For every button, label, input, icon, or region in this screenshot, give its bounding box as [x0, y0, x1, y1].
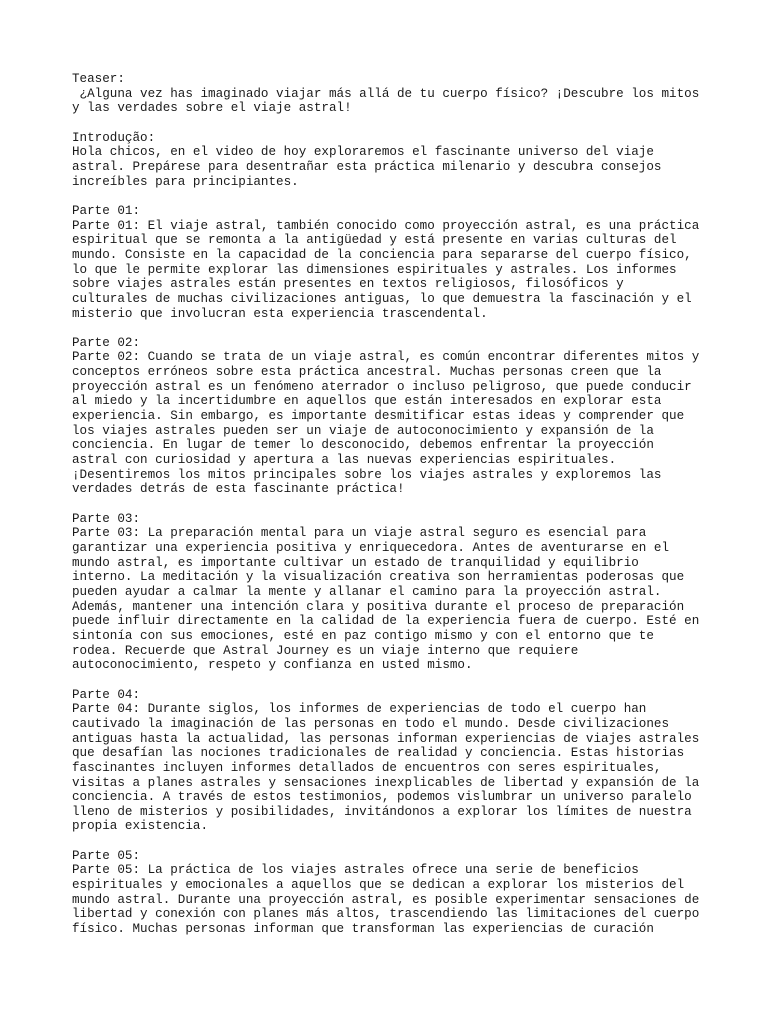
- teaser-section: [72, 72, 712, 116]
- paragraph-line: propia existencia.: [72, 819, 209, 834]
- paragraph-line: fascinantes incluyen informes detallados de encuentros con seres espirituales,: [72, 760, 662, 775]
- paragraph-line: verdades detrás de esta fascinante práctica!: [72, 482, 405, 497]
- paragraph-line: proyección astral es un fenómeno aterrador o incluso peligroso, que puede conducir: [72, 379, 692, 394]
- paragraph-line: astral con curiosidad y apertura a las nuevas experiencias espirituales.: [72, 453, 617, 468]
- section-heading: Parte 01:: [72, 203, 141, 218]
- paragraph-line: Parte 05: La práctica de los viajes astrales ofrece una serie de beneficios: [72, 863, 639, 878]
- part-section: [72, 688, 712, 835]
- part-section: [72, 204, 712, 321]
- paragraph-line: sobre viajes astrales están presentes en textos religiosos, filosóficos y: [72, 277, 624, 292]
- section-heading: Parte 04:: [72, 687, 141, 702]
- paragraph-line: experiencia. Sin embargo, es importante desmitificar estas ideas y comprender que: [72, 409, 685, 424]
- paragraph-line: conceptos erróneos sobre esta práctica ancestral. Muchas personas creen que la: [72, 365, 662, 380]
- paragraph-line: misterio que involucran esta experiencia trascendental.: [72, 306, 488, 321]
- paragraph-line: antiguas hasta la actualidad, las personas informan experiencias de viajes astrales: [72, 731, 700, 746]
- paragraph-line: y las verdades sobre el viaje astral!: [72, 101, 352, 116]
- paragraph-line: autoconocimiento, respeto y confianza en usted mismo.: [72, 658, 473, 673]
- paragraph-line: conciencia. En lugar de temer lo desconocido, debemos enfrentar la proyección: [72, 438, 654, 453]
- document-page: [72, 72, 712, 951]
- paragraph-line: rodea. Recuerde que Astral Journey es un viaje interno que requiere: [72, 643, 579, 658]
- section-heading: Introdução:: [72, 130, 156, 145]
- paragraph-line: lo que le permite explorar las dimensiones espirituales y astrales. Los informes: [72, 262, 677, 277]
- part-section: [72, 512, 712, 673]
- paragraph-line: Parte 01: El viaje astral, también conocido como proyección astral, es una práctica: [72, 218, 700, 233]
- paragraph-line: espiritual que se remonta a la antigüedad y está presente en varias culturas del: [72, 233, 677, 248]
- paragraph-line: ¡Desentiremos los mitos principales sobre los viajes astrales y exploremos las: [72, 467, 662, 482]
- paragraph-line: mundo. Consiste en la capacidad de la conciencia para separarse del cuerpo físico,: [72, 247, 692, 262]
- paragraph-line: mundo astral. Durante una proyección astral, es posible experimentar sensaciones de: [72, 892, 700, 907]
- paragraph-line: espirituales y emocionales a aquellos que se dedican a explorar los misterios del: [72, 878, 685, 893]
- paragraph-line: mundo astral, es importante cultivar un estado de tranquilidad y equilibrio: [72, 555, 639, 570]
- paragraph-line: lleno de misterios y posibilidades, invitándonos a explorar los límites de nuestra: [72, 804, 692, 819]
- paragraph-line: Parte 03: La preparación mental para un viaje astral seguro es esencial para: [72, 526, 647, 541]
- paragraph-line: Parte 04: Durante siglos, los informes de experiencias de todo el cuerpo han: [72, 702, 647, 717]
- part-section: [72, 849, 712, 937]
- paragraph-line: libertad y conexión con planes más altos, trascendiendo las limitaciones del cuerpo: [72, 907, 700, 922]
- paragraph-line: conciencia. A través de estos testimonios, podemos vislumbrar un universo paralelo: [72, 790, 692, 805]
- paragraph-line: al miedo y la incertidumbre en aquellos que están interesados en explorar esta: [72, 394, 662, 409]
- paragraph-line: interno. La meditación y la visualización creativa son herramientas poderosas que: [72, 570, 685, 585]
- paragraph-line: Además, mantener una intención clara y positiva durante el proceso de preparación: [72, 599, 685, 614]
- paragraph-line: astral. Prepárese para desentrañar esta práctica milenario y descubra consejos: [72, 159, 662, 174]
- paragraph-line: Hola chicos, en el video de hoy exploraremos el fascinante universo del viaje: [72, 145, 654, 160]
- paragraph-line: los viajes astrales pueden ser un viaje de autoconocimiento y expansión de la: [72, 423, 654, 438]
- section-heading: Parte 02:: [72, 335, 141, 350]
- paragraph-line: sintonía con sus emociones, esté en paz contigo mismo y con el entorno que te: [72, 628, 654, 643]
- paragraph-line: cautivado la imaginación de las personas en todo el mundo. Desde civilizaciones: [72, 716, 670, 731]
- section-heading: Parte 03:: [72, 511, 141, 526]
- paragraph-line: Parte 02: Cuando se trata de un viaje astral, es común encontrar diferentes mitos y: [72, 350, 700, 365]
- paragraph-line: culturales de muchas civilizaciones antiguas, lo que demuestra la fascinación y el: [72, 291, 692, 306]
- paragraph-line: pueden ayudar a calmar la mente y allanar el camino para la proyección astral.: [72, 584, 662, 599]
- paragraph-line: ¿Alguna vez has imaginado viajar más allá de tu cuerpo físico? ¡Descubre los mitos: [72, 86, 700, 101]
- paragraph-line: puede influir directamente en la calidad de la experiencia fuera de cuerpo. Esté en: [72, 614, 700, 629]
- paragraph-line: físico. Muchas personas informan que transforman las experiencias de curación: [72, 922, 654, 937]
- paragraph-line: que desafían las nociones tradicionales de realidad y conciencia. Estas historias: [72, 746, 685, 761]
- part-section: [72, 336, 712, 497]
- paragraph-line: increíbles para principiantes.: [72, 174, 299, 189]
- paragraph-line: garantizar una experiencia positiva y enriquecedora. Antes de aventurarse en el: [72, 541, 670, 555]
- intro-section: [72, 131, 712, 190]
- section-heading: Parte 05:: [72, 848, 141, 863]
- paragraph-line: visitas a planes astrales y sensaciones inexplicables de libertad y expansión de la: [72, 775, 700, 790]
- section-heading: Teaser:: [72, 72, 125, 86]
